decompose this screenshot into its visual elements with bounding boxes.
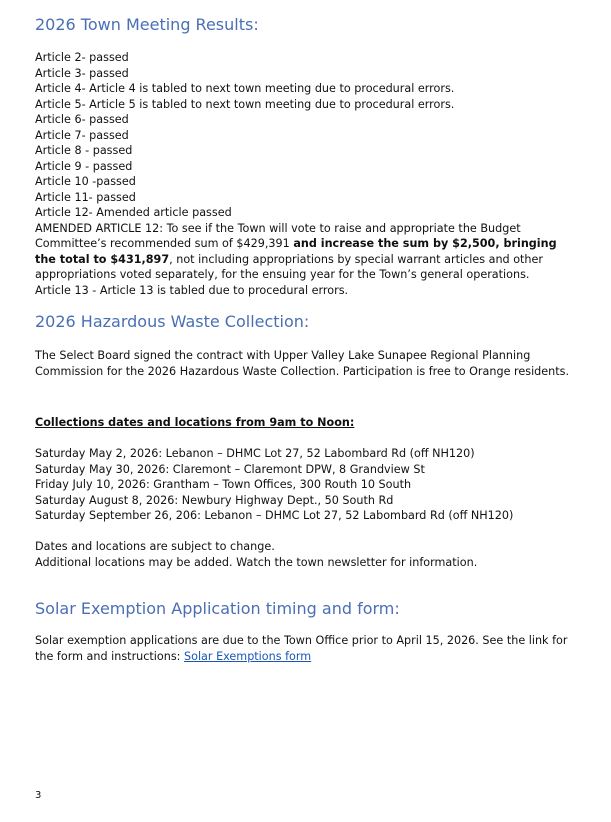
- article-8: Article 8 - passed: [35, 144, 133, 157]
- solar-exemptions-form-link[interactable]: Solar Exemptions form: [184, 649, 312, 663]
- solar-exemption-paragraph: [35, 633, 580, 664]
- town-meeting-results: [35, 50, 580, 298]
- town-meeting-heading: 2026 Town Meeting Results:: [35, 15, 259, 34]
- collections-subheading: Collections dates and locations from 9am to Noon:: [35, 416, 355, 429]
- amended-article-12-bold: and increase the sum by $2,500, bringing the total to $431,897: [35, 237, 557, 266]
- amended-article-12-intro: AMENDED ARTICLE 12: To see if the Town will vote to raise and appropriate the Budget Committee’s recommended sum of $429,391: [35, 221, 521, 250]
- article-3: Article 3- passed: [35, 66, 129, 80]
- amended-article-12: [35, 221, 580, 283]
- collection-date-5: Saturday September 26, 206: Lebanon – DHMC Lot 27, 52 Labombard Rd (off NH120): [35, 509, 514, 522]
- collections-subheading-block: [35, 415, 580, 431]
- collection-date-2: Saturday May 30, 2026: Claremont – Claremont DPW, 8 Grandview St: [35, 462, 425, 476]
- article-2: Article 2- passed: [35, 51, 129, 64]
- article-13: Article 13 - Article 13 is tabled due to procedural errors.: [35, 283, 349, 297]
- solar-exemption-text: Solar exemption applications are due to the Town Office prior to April 15, 2026. See the link for the form and instructions:: [35, 634, 568, 663]
- collection-notes: [35, 539, 580, 570]
- collection-note-1: Dates and locations are subject to change.: [35, 540, 275, 553]
- amended-article-12-rest: , not including appropriations by special warrant articles and other appropriations voted separately, for the ensuing year for the Town’s general operations.: [35, 252, 544, 281]
- hazardous-waste-intro-text: The Select Board signed the contract with Upper Valley Lake Sunapee Regional Planning Commission for the 2026 Hazardous Waste Collection. Participation is free to Orange residents.: [35, 349, 570, 378]
- collection-date-1: Saturday May 2, 2026: Lebanon – DHMC Lot 27, 52 Labombard Rd (off NH120): [35, 447, 475, 460]
- solar-exemption-text-block: [35, 633, 580, 664]
- article-6: Article 6- passed: [35, 113, 129, 126]
- article-11: Article 11- passed: [35, 190, 136, 204]
- article-10: Article 10 -passed: [35, 175, 136, 188]
- article-12: Article 12- Amended article passed: [35, 206, 232, 219]
- collection-date-4: Saturday August 8, 2026: Newbury Highway Dept., 50 South Rd: [35, 493, 394, 507]
- hazardous-waste-intro: [35, 348, 580, 379]
- solar-exemption-heading: Solar Exemption Application timing and form:: [35, 599, 400, 618]
- collection-dates-list: [35, 446, 580, 524]
- article-7: Article 7- passed: [35, 128, 129, 142]
- hazardous-waste-heading: 2026 Hazardous Waste Collection:: [35, 312, 310, 331]
- collection-date-3: Friday July 10, 2026: Grantham – Town Offices, 300 Routh 10 South: [35, 478, 412, 491]
- page-number: 3: [35, 790, 42, 801]
- article-9: Article 9 - passed: [35, 159, 133, 173]
- collection-note-2: Additional locations may be added. Watch the town newsletter for information.: [35, 555, 478, 569]
- article-4: Article 4- Article 4 is tabled to next town meeting due to procedural errors.: [35, 82, 455, 95]
- article-5: Article 5- Article 5 is tabled to next town meeting due to procedural errors.: [35, 97, 455, 111]
